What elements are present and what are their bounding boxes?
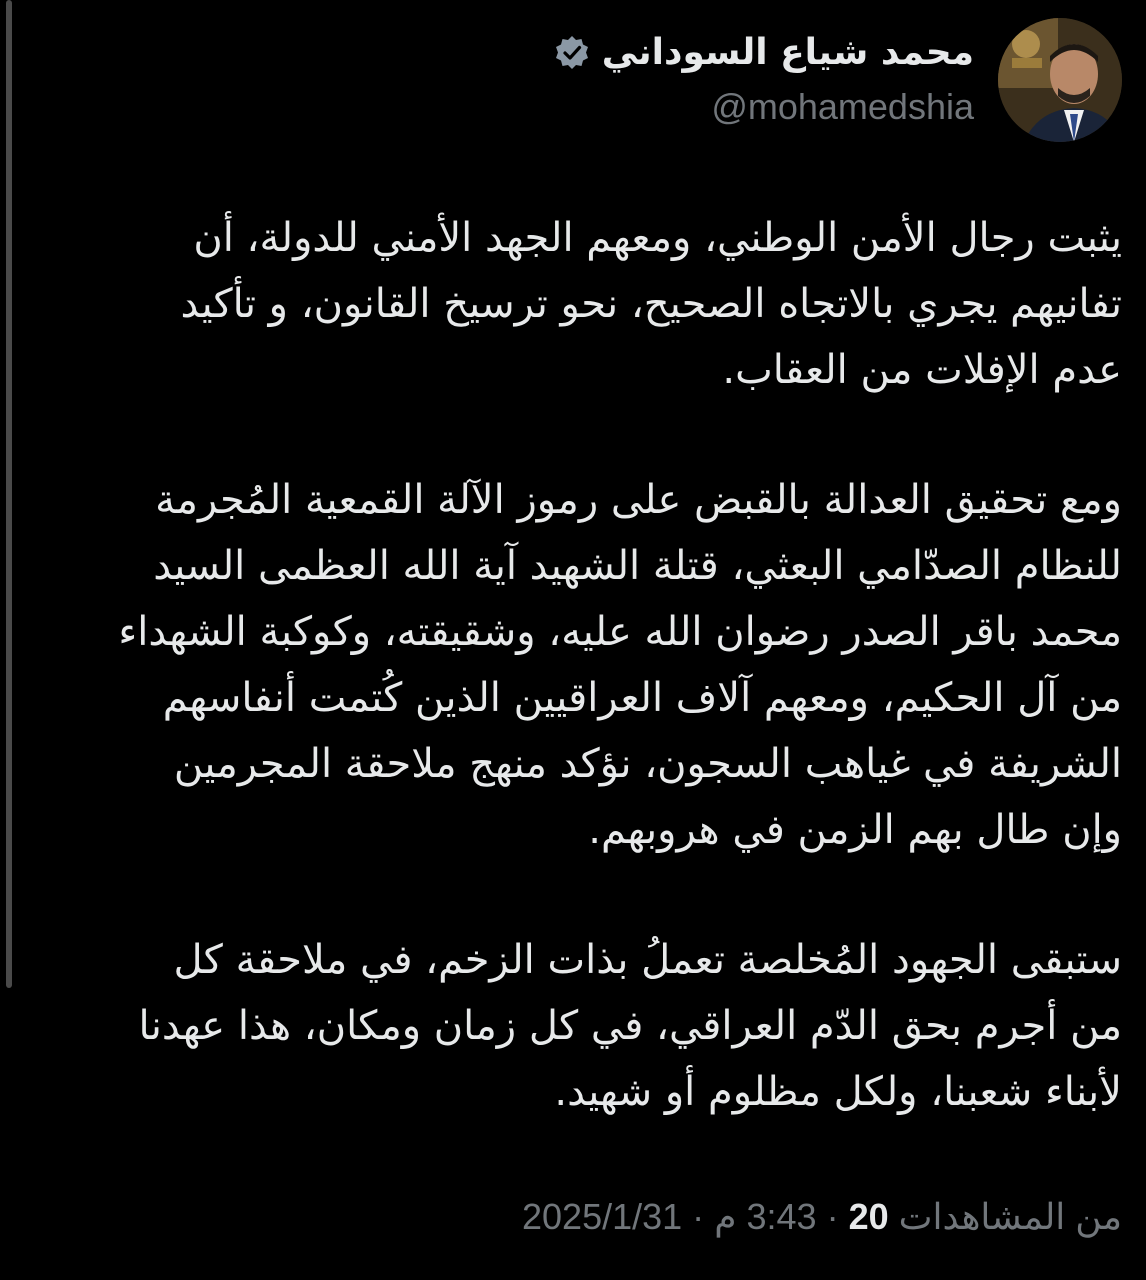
tweet-views-label: من المشاهدات bbox=[898, 1196, 1122, 1237]
paragraph-3 bbox=[40, 927, 1122, 1125]
text-line: لأبناء شعبنا، ولكل مظلوم أو شهيد. bbox=[554, 1069, 1122, 1115]
text-line: محمد باقر الصدر رضوان الله عليه، وشقيقته، وكوكبة الشهداء bbox=[118, 609, 1122, 655]
avatar[interactable] bbox=[998, 18, 1122, 142]
text-line: يثبت رجال الأمن الوطني، ومعهم الجهد الأمني للدولة، أن bbox=[193, 215, 1122, 261]
meta-separator: · bbox=[692, 1196, 705, 1237]
tweet-time[interactable]: 3:43 م bbox=[714, 1196, 817, 1237]
tweet-header bbox=[554, 16, 1122, 144]
scrollbar[interactable] bbox=[6, 0, 12, 988]
tweet-date[interactable]: 2025/1/31 bbox=[522, 1196, 683, 1237]
text-line: من أجرم بحق الدّم العراقي، في كل زمان ومكان، هذا عهدنا bbox=[138, 1003, 1122, 1049]
display-name[interactable]: محمد شياع السوداني bbox=[601, 32, 974, 73]
text-line: من آل الحكيم، ومعهم آلاف العراقيين الذين كُتمت أنفاسهم bbox=[162, 675, 1122, 721]
text-line: ومع تحقيق العدالة بالقبض على رموز الآلة القمعية المُجرمة bbox=[155, 477, 1122, 523]
paragraph-1 bbox=[40, 205, 1122, 403]
author-names bbox=[554, 29, 974, 131]
name-row bbox=[554, 29, 974, 77]
text-line: ستبقى الجهود المُخلصة تعملُ بذات الزخم، في ملاحقة كل bbox=[173, 937, 1122, 983]
tweet-views-count[interactable]: 20 bbox=[848, 1196, 889, 1237]
text-line: تفانيهم يجري بالاتجاه الصحيح، نحو ترسيخ القانون، و تأكيد bbox=[180, 281, 1122, 327]
handle[interactable]: @mohamedshia bbox=[711, 86, 974, 127]
verified-badge-icon bbox=[554, 35, 590, 71]
meta-separator: · bbox=[826, 1196, 839, 1237]
text-line: وإن طال بهم الزمن في هروبهم. bbox=[588, 807, 1122, 853]
text-line: عدم الإفلات من العقاب. bbox=[722, 347, 1122, 393]
paragraph-2 bbox=[40, 467, 1122, 863]
tweet-text bbox=[40, 205, 1122, 1189]
tweet-meta bbox=[522, 1196, 1122, 1238]
tweet bbox=[40, 0, 1122, 1280]
text-line: الشريفة في غياهب السجون، نؤكد منهج ملاحقة المجرمين bbox=[173, 741, 1122, 787]
text-line: للنظام الصدّامي البعثي، قتلة الشهيد آية الله العظمى السيد bbox=[153, 543, 1122, 589]
